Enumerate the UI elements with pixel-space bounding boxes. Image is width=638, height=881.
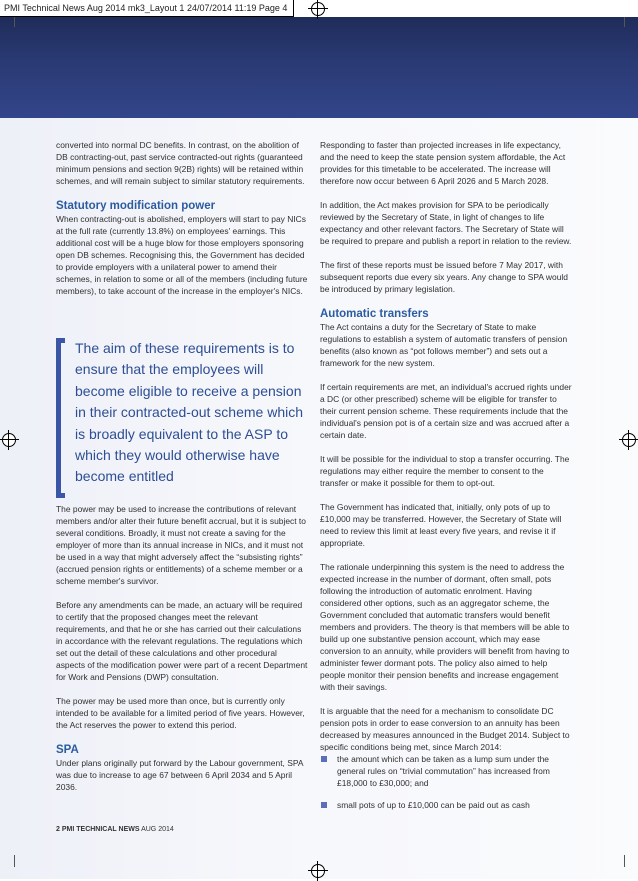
list-item-text: small pots of up to £10,000 can be paid out as cash <box>337 800 530 810</box>
paragraph: The rationale underpinning this system is the need to address the expected increase in the number of dormant, often small, pots following the introduction of automatic enrolment. Having considered other options, such as an aggregator scheme, the Government concluded that automatic transfers would benefit members and providers. The theory is that members will be able to build up one substantive pension account, which may ease conversion to an annuity, while providers will benefit from having to administer fewer dormant pots. The policy also aimed to help people monitor their pension benefits and increase engagement with their savings. <box>320 562 570 692</box>
heading-spa: SPA <box>56 744 79 756</box>
square-bullet-icon <box>321 756 327 762</box>
crop-mark-top-right <box>624 17 625 27</box>
paragraph: Responding to faster than projected increases in life expectancy, and the need to keep the state pension system affordable, the Act provides for this timetable to be accelerated. The increase will therefore now occur between 6 April 2026 and 5 March 2028. <box>320 140 566 186</box>
paragraph: converted into normal DC benefits. In contrast, on the abolition of DB contracting-out, past service contracted-out rights (guaranteed minimum pensions and section 9(2B) rights) will be retained within schemes, and will remain subject to similar statutory requirements. <box>56 140 305 186</box>
paragraph: The Government has indicated that, initially, only pots of up to £10,000 may be transferred. However, the Secretary of State will need to review this limit at least every five years, and revise it if appropriate. <box>320 502 562 548</box>
paragraph: The power may be used to increase the contributions of relevant members and/or alter their future benefit accrual, but it is subject to several conditions. Broadly, it must not create a saving for the employer of more than its annual increase in NICs, and it must not be used in a way that might adversely affect the “subsisting rights” (accrued pension rights or entitlements) of a scheme member or a scheme member's survivor. <box>56 504 306 586</box>
crop-mark-top-left <box>14 17 15 27</box>
crop-mark-bottom-right <box>624 855 625 867</box>
paragraph: When contracting-out is abolished, employers will start to pay NICs at the full rate (currently 13.8%) on employees' earnings. This additional cost will be a huge blow for those employers sponsoring open DB schemes. Recognising this, the Government has decided to provide employers with a unilateral power to amend their schemes, in relation to some or all of the members (including future members), to take account of the increase in the employer's NICs. <box>56 214 308 296</box>
paragraph: It is arguable that the need for a mechanism to consolidate DC pension pots in order to ease conversion to an annuity has been decreased by measures announced in the Budget 2014. Subject to specific conditions being met, since March 2014: <box>320 706 570 752</box>
registration-mark-bottom <box>311 864 325 878</box>
pull-quote <box>56 330 308 498</box>
header-banner <box>0 17 638 118</box>
square-bullet-icon <box>321 802 327 808</box>
paragraph: In addition, the Act makes provision for SPA to be periodically reviewed by the Secretary of State, in light of changes to life expectancy and other relevant factors. The Secretary of State will be required to prepare and publish a report in relation to the review. <box>320 200 572 246</box>
paragraph: If certain requirements are met, an individual's accrued rights under a DC (or other prescribed) scheme will be eligible for transfer to their current pension scheme. These requirements include that the individual's pension pot is of a certain size and was accrued after a certain date. <box>320 382 572 440</box>
quote-bracket <box>56 338 65 498</box>
registration-mark-left <box>2 433 16 447</box>
crop-mark-bottom-left <box>14 855 15 867</box>
pull-quote-text: The aim of these requirements is to ensure that the employees will become eligible to receive a pension in their contracted-out scheme which is broadly equivalent to the ASP to which they would otherwise have become entitled <box>75 340 303 485</box>
page-footer <box>56 826 174 833</box>
page-number: 2 <box>56 826 60 833</box>
bullet-list <box>320 753 572 811</box>
list-item <box>320 799 572 811</box>
print-slug: PMI Technical News Aug 2014 mk3_Layout 1 24/07/2014 11:19 Page 4 <box>0 0 294 17</box>
registration-mark-top <box>311 2 325 16</box>
paragraph: Before any amendments can be made, an actuary will be required to certify that the proposed changes meet the relevant requirements, and that he or she has carried out their calculations in accordance with the relevant regulations. The regulations which set out the detail of these calculations and other procedural aspects of the modification power were part of a recent Department for Work and Pensions (DWP) consultation. <box>56 600 308 682</box>
paragraph: Under plans originally put forward by the Labour government, SPA was due to increase to age 67 between 6 April 2034 and 5 April 2036. <box>56 758 304 792</box>
registration-mark-right <box>622 433 636 447</box>
right-column <box>320 139 572 821</box>
list-item-text: the amount which can be taken as a lump sum under the general rules on “trivial commutation” has increased from £18,000 to £30,000; and <box>337 754 550 788</box>
paragraph: The Act contains a duty for the Secretary of State to make regulations to establish a system of automatic transfers of pension benefits (also known as “pot follows member”) and sets out a framework for the new system. <box>320 322 568 368</box>
issue-date: AUG 2014 <box>141 826 174 833</box>
paragraph: It will be possible for the individual to stop a transfer occurring. The regulations may either require the member to consent to the transfer or make it possible for them to opt-out. <box>320 454 570 488</box>
left-column-bottom <box>56 503 308 793</box>
publication-name: PMI TECHNICAL NEWS <box>61 826 140 833</box>
paragraph: The first of these reports must be issued before 7 May 2017, with subsequent reports due every six years. Any change to SPA would be introduced by primary legislation. <box>320 260 568 294</box>
paragraph: The power may be used more than once, but is currently only intended to be available for a limited period of five years. However, the Act reserves the power to extend this period. <box>56 696 305 730</box>
list-item <box>320 753 572 789</box>
left-column-top <box>56 139 308 309</box>
heading-statutory-modification-power: Statutory modification power <box>56 200 216 212</box>
heading-automatic-transfers: Automatic transfers <box>320 308 429 320</box>
